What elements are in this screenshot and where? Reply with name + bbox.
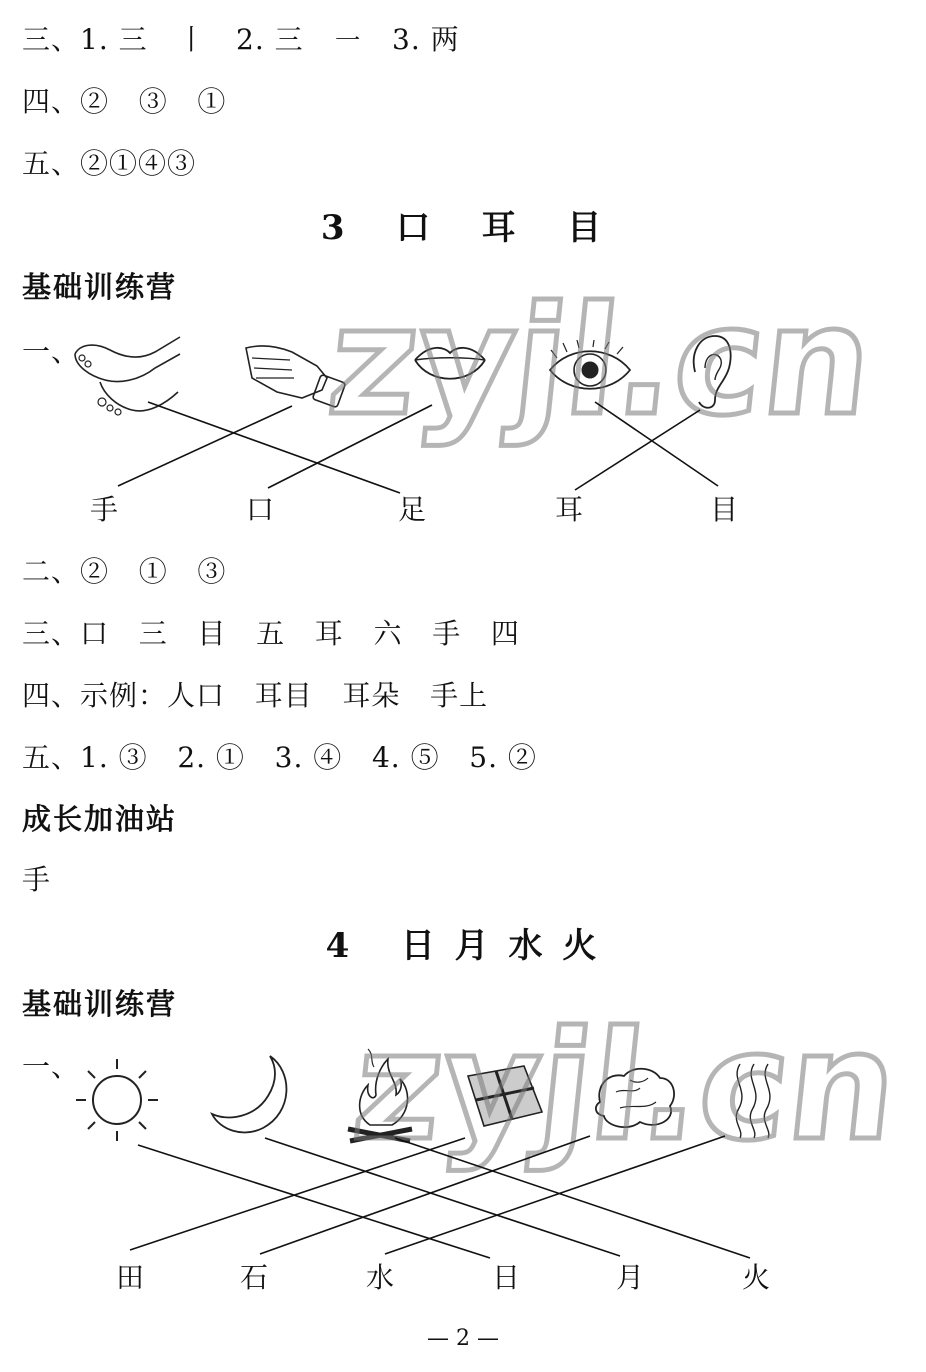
lesson4-label-4: 日 [492,1261,521,1294]
lesson3-answer-si: 四、示例：人口 耳目 耳朵 手上 [22,679,489,712]
lesson4-label-3: 水 [366,1261,395,1294]
lesson3-title: 3 口 耳 目 [320,208,606,248]
lesson3-growth-answer: 手 [22,863,52,896]
lesson4-label-2: 石 [240,1261,269,1294]
lesson3-label-3: 足 [398,493,427,526]
lesson4-label-5: 月 [616,1261,645,1294]
lesson4-title: 4 日 月 水 火 [325,926,601,966]
answer-si: 四、② ③ ① [22,85,227,118]
lesson4-matching-prefix: 一、 [22,1050,81,1083]
lesson4-label-6: 火 [742,1261,771,1294]
lesson3-section-basic: 基础训练营 [22,270,178,304]
lesson3-answer-er: 二、② ① ③ [22,555,227,588]
lesson4-label-1: 田 [116,1261,145,1294]
lesson3-label-1: 手 [90,493,119,526]
lesson3-answer-wu: 五、1. ③ 2. ① 3. ④ 4. ⑤ 5. ② [22,741,537,774]
lesson3-label-5: 目 [710,493,739,526]
lesson3-section-growth: 成长加油站 [22,802,178,836]
lesson3-label-4: 耳 [555,493,584,526]
lesson3-label-2: 口 [246,493,275,526]
answer-san: 三、1. 三 丨 2. 三 ㇐ 3. 两 [22,23,460,56]
watermark: zyjl.cn [320,275,880,449]
lesson3-matching-prefix: 一、 [22,335,81,368]
answer-wu: 五、②①④③ [22,147,197,180]
page-number: — 2 — [427,1326,499,1351]
lesson3-answer-san: 三、口 三 目 五 耳 六 手 四 [22,617,520,650]
lesson4-section-basic: 基础训练营 [22,987,178,1021]
watermark: zyjl.cn [345,1000,905,1174]
